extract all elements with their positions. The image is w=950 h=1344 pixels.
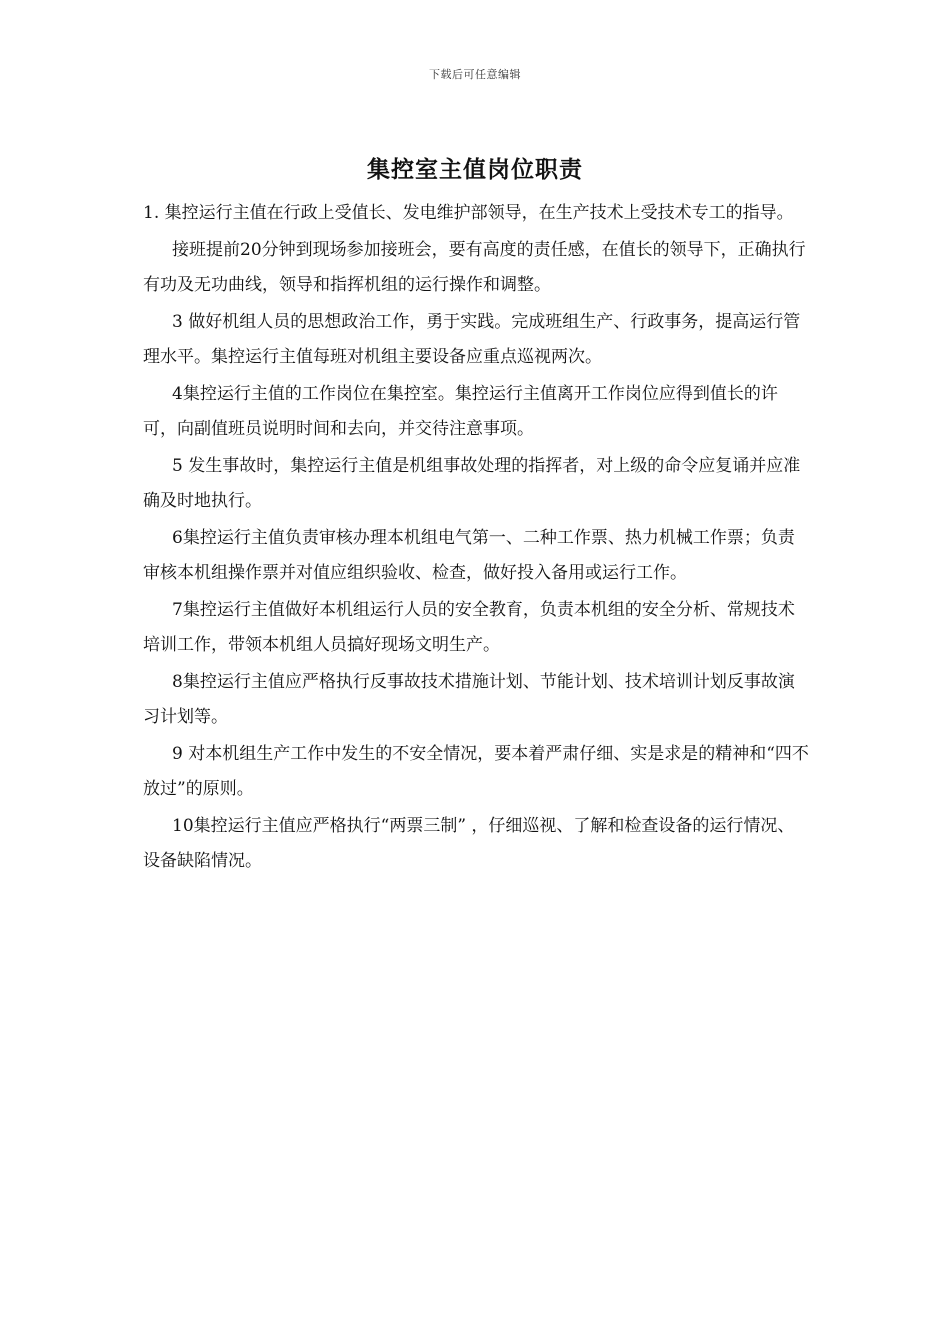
header-note: 下载后可任意编辑 bbox=[429, 68, 521, 81]
document-title: 集控室主值岗位职责 bbox=[367, 156, 583, 183]
document-body bbox=[143, 196, 811, 881]
paragraph-7: 7集控运行主值做好本机组运行人员的安全教育，负责本机组的安全分析、常规技术培训工作，带领本机组人员搞好现场文明生产。 bbox=[143, 600, 795, 655]
paragraph-3: 3 做好机组人员的思想政治工作，勇于实践。完成班组生产、行政事务，提高运行管理水平。集控运行主值每班对机组主要设备应重点巡视两次。 bbox=[143, 312, 801, 367]
paragraph-1: 1. 集控运行主值在行政上受值长、发电维护部领导，在生产技术上受技术专工的指导。 bbox=[143, 203, 794, 223]
paragraph-2: 接班提前20分钟到现场参加接班会，要有高度的责任感，在值长的领导下，正确执行有功及无功曲线，领导和指挥机组的运行操作和调整。 bbox=[143, 240, 806, 295]
paragraph-5: 5 发生事故时，集控运行主值是机组事故处理的指挥者，对上级的命令应复诵并应准确及时地执行。 bbox=[143, 456, 801, 511]
paragraph-8: 8集控运行主值应严格执行反事故技术措施计划、节能计划、技术培训计划反事故演习计划等。 bbox=[143, 672, 795, 727]
paragraph-6: 6集控运行主值负责审核办理本机组电气第一、二种工作票、热力机械工作票；负责审核本机组操作票并对值应组织验收、检查，做好投入备用或运行工作。 bbox=[143, 528, 795, 583]
paragraph-10: 10集控运行主值应严格执行“两票三制” ，仔细巡视、了解和检查设备的运行情况、设备缺陷情况。 bbox=[143, 816, 795, 871]
paragraph-9: 9 对本机组生产工作中发生的不安全情况，要本着严肃仔细、实是求是的精神和“四不放过”的原则。 bbox=[143, 744, 809, 799]
paragraph-4: 4集控运行主值的工作岗位在集控室。集控运行主值离开工作岗位应得到值长的许可，向副值班员说明时间和去向，并交待注意事项。 bbox=[143, 384, 778, 439]
